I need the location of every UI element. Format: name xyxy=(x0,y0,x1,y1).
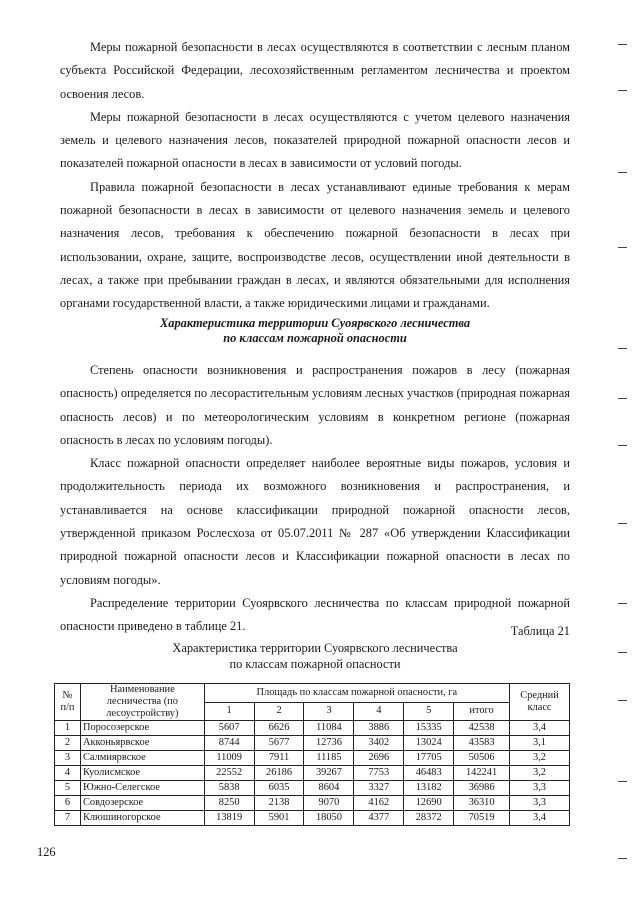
class-4-cell: 4377 xyxy=(354,811,404,826)
margin-mark xyxy=(618,247,627,248)
table-row xyxy=(55,766,570,781)
class-1-cell: 5838 xyxy=(204,781,254,796)
text-block-2 xyxy=(60,359,570,639)
row-number-cell: 1 xyxy=(55,721,81,736)
table-title-line2: по классам пожарной опасности xyxy=(229,657,401,671)
class-5-cell: 46483 xyxy=(404,766,454,781)
header-number: № п/п xyxy=(55,684,81,721)
row-number-cell: 3 xyxy=(55,751,81,766)
margin-mark xyxy=(618,348,627,349)
table-row xyxy=(55,796,570,811)
class-5-cell: 28372 xyxy=(404,811,454,826)
class-5-cell: 17705 xyxy=(404,751,454,766)
header-forestry-name: Наименование лесничества (по лесоустройству) xyxy=(80,684,204,721)
class-2-cell: 6035 xyxy=(254,781,304,796)
forestry-name-cell: Салмиярвское xyxy=(80,751,204,766)
header-total: итого xyxy=(454,702,510,721)
class-5-cell: 12690 xyxy=(404,796,454,811)
margin-mark xyxy=(618,858,627,859)
class-3-cell: 8604 xyxy=(304,781,354,796)
class-2-cell: 2138 xyxy=(254,796,304,811)
row-number-cell: 2 xyxy=(55,736,81,751)
table-title xyxy=(60,640,570,672)
paragraph: Правила пожарной безопасности в лесах устанавливают единые требования к мерам пожарной безопасности в лесах в зависимости от целевого назначения земель и целевого назначения лесов, требования к обеспечению пожарной безопасности в лесах при использовании, охране, защите, воспроизводстве лесов, осуществлении иной деятельности в лесах, а также при пребывании граждан в лесах, и являются обязательными для исполнения органами государственной власти, а также юридическими лицами и гражданами. xyxy=(60,179,570,311)
class-5-cell: 13024 xyxy=(404,736,454,751)
margin-mark xyxy=(618,781,627,782)
class-4-cell: 4162 xyxy=(354,796,404,811)
forestry-name-cell: Поросозерское xyxy=(80,721,204,736)
table-row xyxy=(55,736,570,751)
header-class-4: 4 xyxy=(354,702,404,721)
class-3-cell: 18050 xyxy=(304,811,354,826)
class-4-cell: 3402 xyxy=(354,736,404,751)
total-cell: 142241 xyxy=(454,766,510,781)
total-cell: 50506 xyxy=(454,751,510,766)
class-1-cell: 5607 xyxy=(204,721,254,736)
class-5-cell: 15335 xyxy=(404,721,454,736)
class-1-cell: 8744 xyxy=(204,736,254,751)
forestry-name-cell: Акконьярвское xyxy=(80,736,204,751)
header-average-class: Средний класс xyxy=(510,684,570,721)
section-heading-line2: по классам пожарной опасности xyxy=(223,331,407,345)
class-4-cell: 3886 xyxy=(354,721,404,736)
average-class-cell: 3,4 xyxy=(510,721,570,736)
header-class-1: 1 xyxy=(204,702,254,721)
margin-mark xyxy=(618,445,627,446)
table-row xyxy=(55,751,570,766)
forestry-name-cell: Совдозерское xyxy=(80,796,204,811)
header-class-3: 3 xyxy=(304,702,354,721)
margin-mark xyxy=(618,652,627,653)
class-4-cell: 2696 xyxy=(354,751,404,766)
text-block-1 xyxy=(60,36,570,316)
class-3-cell: 11084 xyxy=(304,721,354,736)
margin-mark xyxy=(618,172,627,173)
class-3-cell: 12736 xyxy=(304,736,354,751)
margin-mark xyxy=(618,398,627,399)
forestry-name-cell: Куолисмское xyxy=(80,766,204,781)
average-class-cell: 3,3 xyxy=(510,781,570,796)
section-heading xyxy=(60,316,570,346)
paragraph: Меры пожарной безопасности в лесах осуществляются в соответствии с лесным планом субъекта Российской Федерации, лесохозяйственным регламентом лесничества и проектом освоения лесов. xyxy=(60,40,570,101)
table-caption: Таблица 21 xyxy=(510,624,570,638)
margin-mark xyxy=(618,700,627,701)
header-class-2: 2 xyxy=(254,702,304,721)
total-cell: 36986 xyxy=(454,781,510,796)
row-number-cell: 4 xyxy=(55,766,81,781)
class-2-cell: 7911 xyxy=(254,751,304,766)
class-2-cell: 5901 xyxy=(254,811,304,826)
row-number-cell: 7 xyxy=(55,811,81,826)
class-4-cell: 7753 xyxy=(354,766,404,781)
class-1-cell: 11009 xyxy=(204,751,254,766)
class-2-cell: 26186 xyxy=(254,766,304,781)
header-area: Площадь по классам пожарной опасности, га xyxy=(204,684,509,703)
fire-class-table xyxy=(54,683,570,826)
paragraph: Степень опасности возникновения и распространения пожаров в лесу (пожарная опасность) определяется по лесорастительным условиям лесных участков (природная пожарная опасность лесов) и по метеорологическим условиям в конкретном регионе (пожарная опасность в лесах по условиям погоды). xyxy=(60,363,570,447)
margin-mark xyxy=(618,44,627,45)
average-class-cell: 3,4 xyxy=(510,811,570,826)
class-3-cell: 39267 xyxy=(304,766,354,781)
row-number-cell: 6 xyxy=(55,796,81,811)
page-number: 126 xyxy=(37,845,56,859)
margin-mark xyxy=(618,90,627,91)
header-class-5: 5 xyxy=(404,702,454,721)
class-1-cell: 8250 xyxy=(204,796,254,811)
class-1-cell: 13819 xyxy=(204,811,254,826)
paragraph: Распределение территории Суоярвского лесничества по классам природной пожарной опасности приведено в таблице 21. xyxy=(60,595,570,634)
average-class-cell: 3,2 xyxy=(510,751,570,766)
total-cell: 36310 xyxy=(454,796,510,811)
class-2-cell: 5677 xyxy=(254,736,304,751)
section-heading-line1: Характеристика территории Суоярвского лесничества xyxy=(159,316,471,330)
paragraph: Класс пожарной опасности определяет наиболее вероятные виды пожаров, условия и продолжительность периода их возможного возникновения и распространения, и устанавливается на основе классификации природной пожарной опасности лесов, утвержденной приказом Рослесхоза от 05.07.2011 № 287 «Об утверждении Классификации природной пожарной опасности лесов и Классификации пожарной опасности в лесах по условиям погоды». xyxy=(60,456,570,587)
forestry-name-cell: Южно-Селегское xyxy=(80,781,204,796)
table-row xyxy=(55,811,570,826)
total-cell: 42538 xyxy=(454,721,510,736)
class-1-cell: 22552 xyxy=(204,766,254,781)
total-cell: 70519 xyxy=(454,811,510,826)
forestry-name-cell: Клюшиногорское xyxy=(80,811,204,826)
table-row xyxy=(55,721,570,736)
average-class-cell: 3,2 xyxy=(510,766,570,781)
class-5-cell: 13182 xyxy=(404,781,454,796)
class-2-cell: 6626 xyxy=(254,721,304,736)
class-3-cell: 11185 xyxy=(304,751,354,766)
table-title-line1: Характеристика территории Суоярвского лесничества xyxy=(172,641,458,655)
class-4-cell: 3327 xyxy=(354,781,404,796)
average-class-cell: 3,3 xyxy=(510,796,570,811)
total-cell: 43583 xyxy=(454,736,510,751)
row-number-cell: 5 xyxy=(55,781,81,796)
paragraph: Меры пожарной безопасности в лесах осуществляются с учетом целевого назначения земель и целевого назначения лесов, показателей природной пожарной опасности лесов и показателей пожарной опасности в лесах в зависимости от условий погоды. xyxy=(60,109,570,171)
average-class-cell: 3,1 xyxy=(510,736,570,751)
margin-mark xyxy=(618,603,627,604)
table-row xyxy=(55,781,570,796)
table-body xyxy=(55,721,570,826)
margin-mark xyxy=(618,523,627,524)
class-3-cell: 9070 xyxy=(304,796,354,811)
